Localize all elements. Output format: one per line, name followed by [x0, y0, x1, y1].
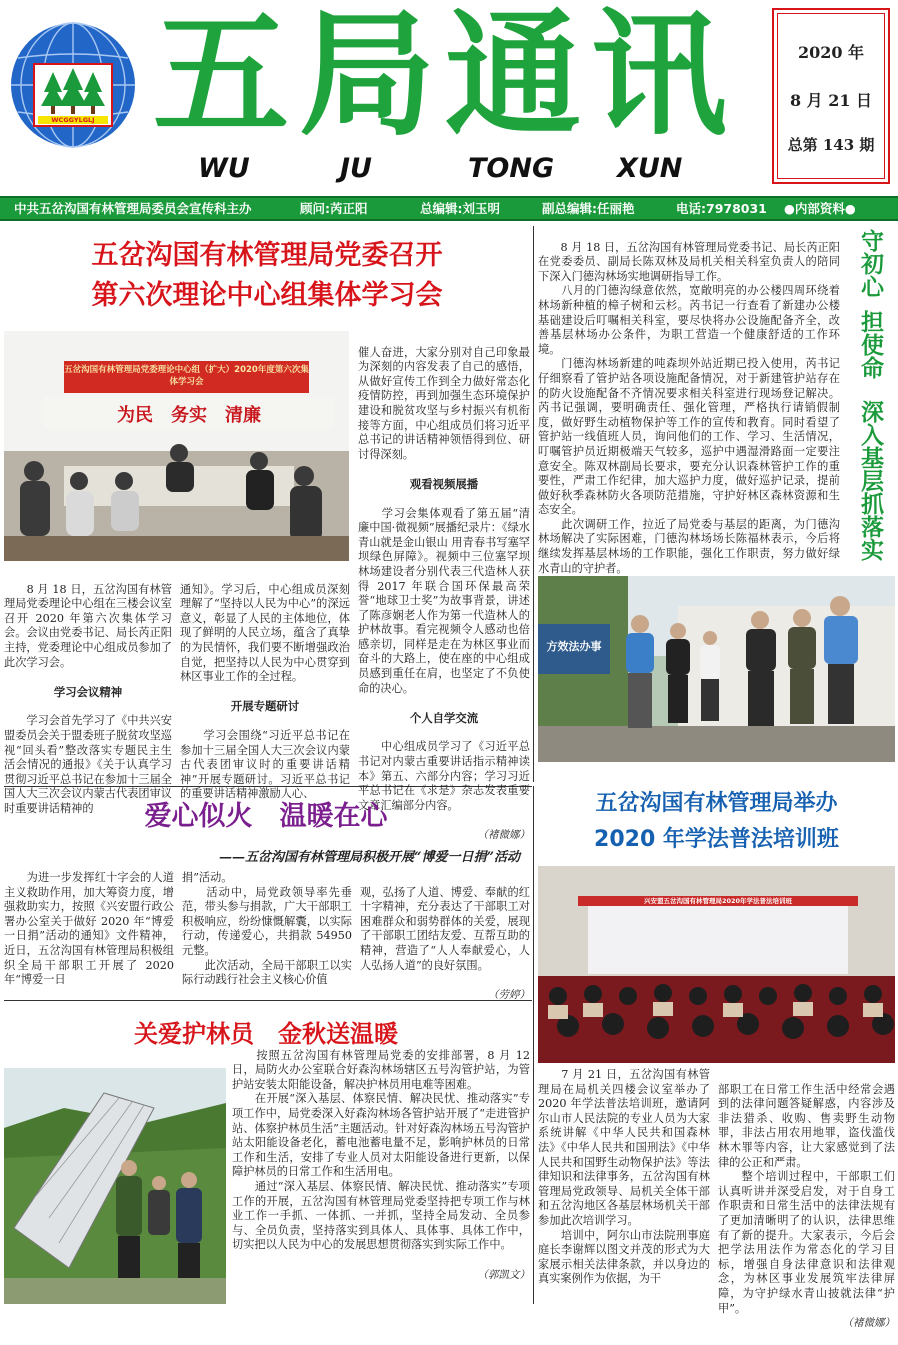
- pinyin-wu: WU: [198, 153, 250, 184]
- station-sign: 方效法办事: [546, 640, 602, 653]
- internal-label: ●内部资料●: [784, 201, 856, 216]
- article1-col1: [4, 568, 172, 815]
- meeting-photo: [4, 331, 349, 561]
- article1-col3-text-a: 催人奋进，大家分别对自己印象最为深刻的内容发表了自己的感悟，从做好宣传工作到全力做好常态化疫情防控，再到加强生态环境保护建设和脱贫攻坚与乡村振兴有机衔接等方面，中心组成员们将习近平总书记的讲话精神领悟得到位、研讨得深刻。: [358, 345, 530, 461]
- vertical-slogan: [846, 226, 894, 576]
- meeting-photo-banner: 五岔沟国有林管理局党委理论中心组（扩大）2020年度第六次集体学习会: [64, 365, 309, 387]
- article4-text: 按照五岔沟国有林管理局党委的安排部署，8 月 12 日，局防火办公室联合好森沟林场辖区五号沟管护站，为管护站安装太阳能设备，解决护林员用电难等困难。 在开展“深入基层、体察民情、解决民忧、推动落实”专项工作中，局党委深入好森沟林场各管护站开展了“走进管护站、体察护林员生活”主题活动。针对好森沟林场五号沟管护站太阳能设备老化，蓄电池蓄电量不足，影响护林员的日常工作和生活，安排了专业人员对太阳能设备进行更新，以保障护林员的日常工作和生活用电。 通过“深入基层、体察民情、解决民忧、推动落实”专项工作的开展，五岔沟国有林管理局党委坚持把专项工作与林业工作一手抓、一体抓、一并抓，坚持全局发动、全员参与、全员负责，坚持落实到具体人、具体事、具体工作中，切实把以人民为中心的发展思想贯彻落实到实际工作中。: [232, 1048, 530, 1252]
- article3-col3: [360, 871, 530, 1001]
- article1-headline: [6, 236, 528, 316]
- pinyin-tong: TONG: [468, 153, 555, 184]
- training-photo-banner: 兴安盟五岔沟国有林管理局2020年学法普法培训班: [643, 897, 793, 905]
- article1-sub-study: 学习会议精神: [53, 684, 123, 699]
- article5-signature: （褚微娜）: [842, 1316, 895, 1329]
- article1-sub-video: 观看视频展播: [409, 476, 479, 491]
- masthead-pinyin: [180, 153, 740, 183]
- article1-title-line2: 第六次理论中心组集体学习会: [91, 280, 443, 311]
- article1-col1-text-b: 学习会首先学习了《中共兴安盟委员会关于盟委班子脱贫攻坚巡视“回头看”整改落实专题民主生活会情况的通报》《关于认真学习贯彻习近平总书记在参加十三届全国人大三次会议内蒙古代表团审议时重要讲话精神的: [4, 714, 172, 815]
- issue-year: 2020 年: [797, 43, 865, 62]
- masthead: [0, 0, 898, 195]
- masthead-title: 五局通讯: [153, 0, 737, 155]
- article1-col2-text-b: 学习会围绕“习近平总书记在参加十三届全国人大三次会议内蒙古代表团审议时的重要讲话精神”开展专题研讨。习近平总书记的重要讲话精神激励人心、: [180, 728, 350, 801]
- article5-col2: [718, 1068, 895, 1329]
- article1-signature: （褚微娜）: [477, 829, 530, 841]
- issue-number: 总第 143 期: [787, 136, 875, 154]
- solar-install-photo: [4, 1068, 226, 1304]
- issue-date: 8 月 21 日: [789, 91, 873, 110]
- article1-col3-text-c: 中心组成员学习了《习近平总书记对内蒙古重要讲话指示精神读本》第五、六部分内容；学习习近平总书记在《求是》杂志发表重要文章汇编部分内容。: [358, 740, 530, 812]
- article3-signature: （劳婷）: [488, 988, 530, 1001]
- article1-col2: [180, 568, 350, 801]
- article1-col2-text: 通知》。学习后，中心组成员深刻理解了“坚持以人民为中心”的深远意义，彰显了人民的主体地位，体现了鲜明的人民立场，蕴含了真挚的为民情怀，我们要不断增强政治自觉，把坚持以人民为中心贯穿到林区事业工作的全过程。: [180, 582, 350, 684]
- slogan-line3: 深入基层抓落实: [857, 400, 883, 561]
- site-visit-photo: [538, 576, 895, 762]
- article1-col1-text: 8 月 18 日，五岔沟国有林管理局党委理论中心组在三楼会议室召开 2020 年第六次集体学习会。会议由党委书记、局长芮正阳主持，党委理论中心组成员参加了此次学习会。: [4, 582, 172, 669]
- phone-text: 电话:7978031: [676, 201, 767, 216]
- article3-col2: 捐”活动。 活动中，局党政领导率先垂范，带头参与捐款，广大干部职工积极响应，纷纷慷慨解囊，以实际行动，传递爱心，共捐款 54950 元整。 此次活动，全局干部职工以实际行动践行社会主义核心价值: [182, 871, 352, 987]
- logo-text: WCGGYLGLJ: [51, 116, 95, 124]
- article1-sub-selfstudy: 个人自学交流: [409, 710, 479, 725]
- article3-col1: 为进一步发挥红十字会的人道主义救助作用，加大筹资力度，增强救助实力，按照《兴安盟行政公署办公室关于做好 2020 年“博爱一日捐”活动的通知》文件精神，近日，五岔沟国有林管理局积极组织全局干部职工开展了 2020 年“博爱一日: [4, 871, 174, 987]
- article5-col1: 7 月 21 日，五岔沟国有林管理局在局机关四楼会议室举办了 2020 年学法普法培训班，邀请阿尔山市人民法院的专业人员为大家系统讲解《中华人民共和国森林法》《中华人民共和国刑法》《中华人民共和国野生动物保护法》等法律知识和法律事务，五岔沟国有林管理局党政领导、局机关全体干部和五岔沟地区各基层林场机关干部参加此次培训学习。 培训中，阿尔山市法院刑事庭庭长李谢辉以图文并茂的形式为大家展示相关法律条款，并以身边的真实案例作为依据，为干: [538, 1068, 710, 1286]
- pinyin-ju: JU: [340, 153, 372, 184]
- article5-title-line2: 2020 年学法普法培训班: [594, 827, 839, 852]
- forest-logo-icon: [8, 20, 138, 150]
- issue-box: [772, 8, 890, 184]
- slogan-line2: 担使命: [857, 310, 883, 379]
- article4-title: 关爱护林员 金秋送温暖: [134, 1020, 398, 1048]
- column-divider: [533, 786, 534, 1304]
- article3-title: 爱心似火 温暖在心: [144, 801, 388, 832]
- article3-subtitle: ——五岔沟国有林管理局积极开展“博爱一日捐”活动: [219, 850, 520, 865]
- sponsor-text: 中共五岔沟国有林管理局委员会宣传科主办: [14, 201, 252, 216]
- article5-headline: [538, 786, 895, 858]
- article1-title-line1: 五岔沟国有林管理局党委召开: [91, 240, 443, 271]
- article4-body: [232, 1034, 530, 1304]
- article2-text: 8 月 18 日，五岔沟国有林管理局党委书记、局长芮正阳在党委委员、副局长陈双林及局机关相关科室负责人的陪同下深入门德沟林场实地调研指导工作。 八月的门德沟绿意依然，宽敞明亮的办公楼四周环绕着林场新种植的樟子树和云杉。芮书记一行查看了新建办公楼基础建设后叮嘱相关科室，要尽快将办公设施配备齐全，改善基层林场办公条件，为职工营造一个健康舒适的工作环境。 门德沟林场新建的吨森坝外站近期已投入使用，芮书记仔细察看了管护站各项设施配备情况，对于新建管护站存在的防火设施配备不齐情况要求相关科室进行现场登记解决。芮书记强调，要明确责任、强化管理，严格执行请销假制度，做好野生动植物保护等工作的宣传和教育。同时看望了管护站一线值班人员，询问他们的工作、学习、生活情况，叮嘱管护员近期极端天气较多，巡护中遇湿滑路面一定要注意安全。陈双林副局长要求，要充分认识森林管护工作的重要性，严肃工作纪律，加大巡护力度，做好巡护记录，提前做好秋季森林防火各项防范措施，守护好林区森林资源和生态安全。 此次调研工作，拉近了局党委与基层的距离，为门德沟林场解决了实际困难，门德沟林场场长陈福林表示，今后将继续发挥基层林场的工作职能，强化工作职责，努力做好绿水青山的守护者。: [538, 240, 840, 575]
- meeting-photo-slogan: 为民 务实 清廉: [117, 405, 261, 426]
- article4-signature: （郭凯文）: [477, 1268, 530, 1281]
- article5-title-line1: 五岔沟国有林管理局举办: [595, 791, 838, 816]
- pinyin-xun: XUN: [617, 153, 683, 184]
- column-divider: [533, 226, 534, 782]
- chief-editor-text: 总编辑:刘玉明: [420, 201, 500, 216]
- article1-sub-seminar: 开展专题研讨: [230, 699, 300, 714]
- deputy-editor-text: 副总编辑:任丽艳: [542, 201, 635, 216]
- article1-col3-text-b: 学习会集体观看了第五届“清廉中国·微视频”展播纪录片：《绿水青山就是金山银山 用青春书写塞罕坝绿色屏障》。视频中三位塞罕坝林场建设者分别代表三代造林人获得 2017 年联合国环保最高荣誉“地球卫士奖”为故事背景，讲述了陈彦娴老人作为第一代造林人的护林故事。看完视频令人感动也倍感亲切，同样是走在为林区事业而奋斗的大路上，使在座的中心组成员感到重任在肩，也坚定了不负使命的决心。: [358, 506, 530, 695]
- training-photo: [538, 866, 895, 1063]
- article2-body: [538, 226, 840, 576]
- article3-col3-text: 观，弘扬了人道、博爱、奉献的红十字精神，充分表达了干部职工对困难群众和弱势群体的关爱，展现了干部职工团结友爱、互帮互助的精神，营造了“人人奉献爱心，人人弘扬人道”的良好氛围。: [360, 885, 530, 972]
- masthead-info-bar: [0, 196, 898, 221]
- article1-col3: [358, 331, 530, 841]
- advisor-text: 顾问:芮正阳: [300, 201, 368, 216]
- article5-col2-text: 部职工在日常工作生活中经常会遇到的法律问题答疑解惑，内容涉及非法猎杀、收购、售卖野生动物罪，非法占用农用地罪，盗伐滥伐林木罪等内容，让大家感觉到了法律的公正和严肃。 整个培训过程中，干部职工们认真听讲并深受启发，对于自身工作职责和日常生活中的法律法规有了更加清晰明了的认识，法律思维有了新的提升。大家表示，今后会把学法用法作为常态化的学习目标，增强自身法律意识和法律观念，为林区事业发展筑牢法律屏障，为守护绿水青山披就法律“护甲”。: [718, 1082, 895, 1315]
- slogan-line1: 守初心: [857, 229, 883, 298]
